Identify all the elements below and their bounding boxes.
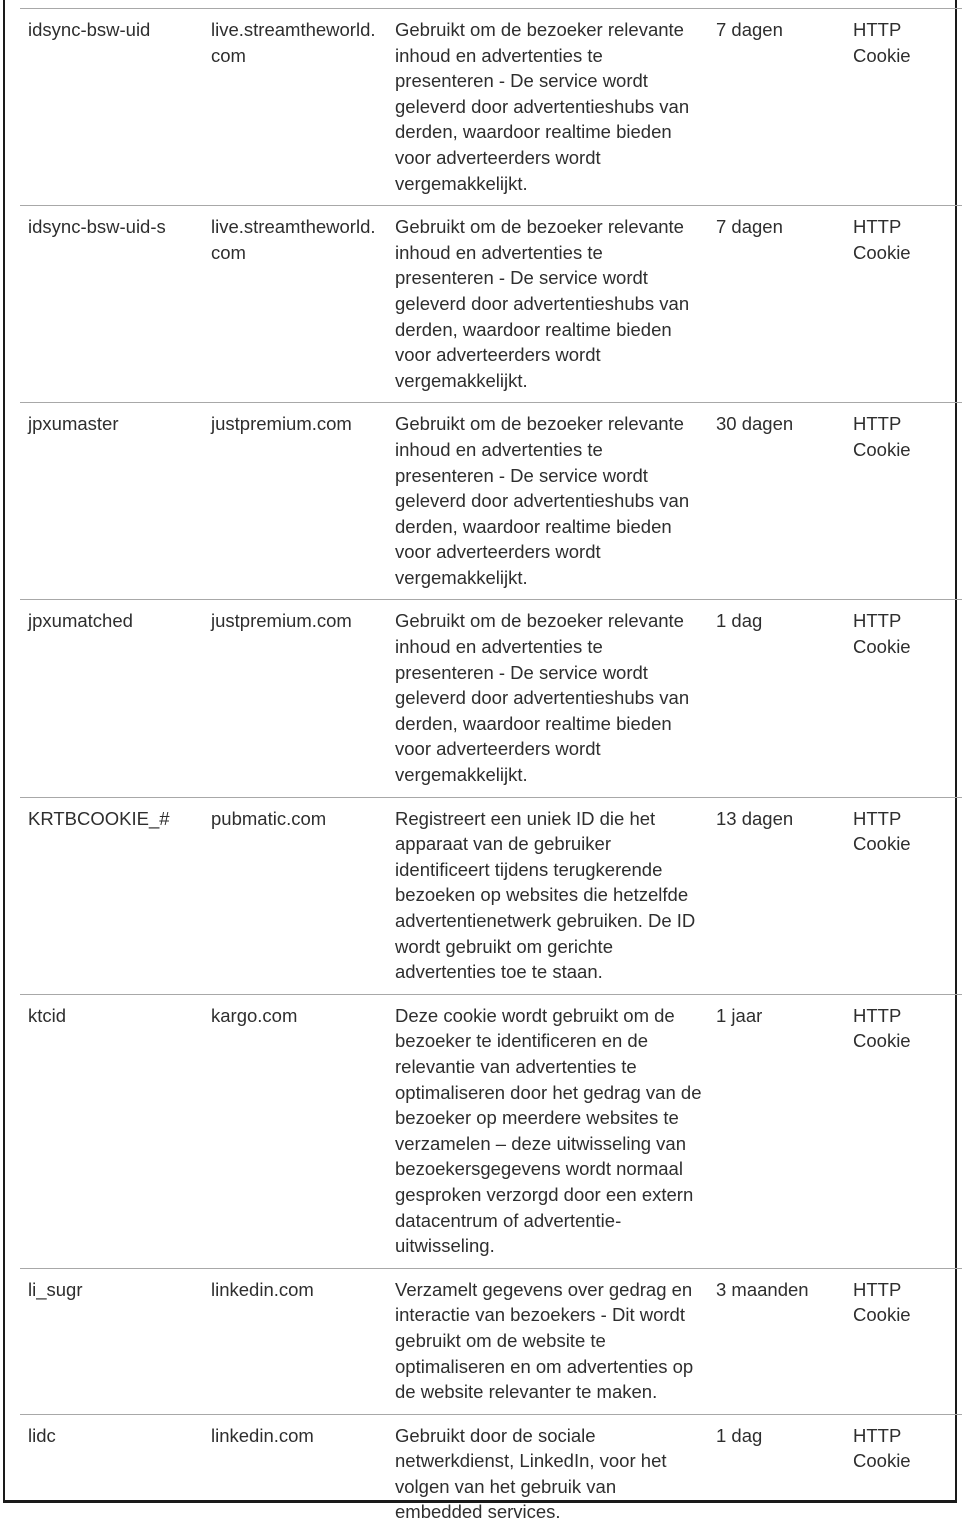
table-row <box>20 1268 962 1414</box>
cookie-table <box>20 8 962 1534</box>
cookie-provider: linkedin.com <box>203 1414 387 1534</box>
cookie-name: ktcid <box>20 994 203 1268</box>
cookie-name: li_sugr <box>20 1268 203 1414</box>
cookie-expiry: 1 dag <box>708 600 845 797</box>
cookie-name: idsync-bsw-uid <box>20 9 203 206</box>
cookie-purpose: Gebruikt om de bezoeker relevante inhoud en advertenties te presenteren - De service wordt geleverd door advertentieshubs van derden, waardoor realtime bieden voor adverteerders wordt vergemakkelijkt. <box>387 9 708 206</box>
cookie-name: lidc <box>20 1414 203 1534</box>
cookie-provider: justpremium.com <box>203 403 387 600</box>
cookie-type: HTTP Cookie <box>845 403 962 600</box>
cookie-type: HTTP Cookie <box>845 206 962 403</box>
table-row <box>20 9 962 206</box>
cookie-type: HTTP Cookie <box>845 1268 962 1414</box>
cookie-provider: live.streamtheworld. com <box>203 206 387 403</box>
table-row <box>20 797 962 994</box>
cookie-type: HTTP Cookie <box>845 600 962 797</box>
cookie-purpose: Gebruikt om de bezoeker relevante inhoud en advertenties te presenteren - De service wordt geleverd door advertentieshubs van derden, waardoor realtime bieden voor adverteerders wordt vergemakkelijkt. <box>387 403 708 600</box>
cookie-type: HTTP Cookie <box>845 1414 962 1534</box>
cookie-expiry: 13 dagen <box>708 797 845 994</box>
cookie-name: idsync-bsw-uid-s <box>20 206 203 403</box>
cookie-type: HTTP Cookie <box>845 797 962 994</box>
cookie-provider: justpremium.com <box>203 600 387 797</box>
cookie-provider: live.streamtheworld. com <box>203 9 387 206</box>
table-row <box>20 600 962 797</box>
cookie-table-body <box>20 9 962 1534</box>
cookie-purpose: Deze cookie wordt gebruikt om de bezoeker te identificeren en de relevantie van advertenties te optimaliseren door het gedrag van de bezoeker op meerdere websites te verzamelen – deze uitwisseling van bezoekersgegevens wordt normaal gesproken verzorgd door een extern datacentrum of advertentie-uitwisseling. <box>387 994 708 1268</box>
cookie-provider: kargo.com <box>203 994 387 1268</box>
cookie-name: jpxumatched <box>20 600 203 797</box>
cookie-purpose: Registreert een uniek ID die het apparaat van de gebruiker identificeert tijdens terugkerende bezoeken op websites die hetzelfde advertentienetwerk gebruiken. De ID wordt gebruikt om gerichte advertenties toe te staan. <box>387 797 708 994</box>
table-row <box>20 1414 962 1534</box>
table-row <box>20 994 962 1268</box>
cookie-expiry: 30 dagen <box>708 403 845 600</box>
cookie-type: HTTP Cookie <box>845 994 962 1268</box>
cookie-expiry: 7 dagen <box>708 9 845 206</box>
cookie-purpose: Gebruikt door de sociale netwerkdienst, LinkedIn, voor het volgen van het gebruik van embedded services. <box>387 1414 708 1534</box>
table-row <box>20 206 962 403</box>
cookie-purpose: Gebruikt om de bezoeker relevante inhoud en advertenties te presenteren - De service wordt geleverd door advertentieshubs van derden, waardoor realtime bieden voor adverteerders wordt vergemakkelijkt. <box>387 206 708 403</box>
cookie-expiry: 1 dag <box>708 1414 845 1534</box>
cookie-provider: pubmatic.com <box>203 797 387 994</box>
cookie-name: jpxumaster <box>20 403 203 600</box>
cookie-type: HTTP Cookie <box>845 9 962 206</box>
cookie-expiry: 3 maanden <box>708 1268 845 1414</box>
cookie-expiry: 1 jaar <box>708 994 845 1268</box>
table-row <box>20 403 962 600</box>
cookie-purpose: Verzamelt gegevens over gedrag en interactie van bezoekers - Dit wordt gebruikt om de website te optimaliseren en om advertenties op de website relevanter te maken. <box>387 1268 708 1414</box>
cookie-purpose: Gebruikt om de bezoeker relevante inhoud en advertenties te presenteren - De service wordt geleverd door advertentieshubs van derden, waardoor realtime bieden voor adverteerders wordt vergemakkelijkt. <box>387 600 708 797</box>
cookie-provider: linkedin.com <box>203 1268 387 1414</box>
cookie-expiry: 7 dagen <box>708 206 845 403</box>
cookie-name: KRTBCOOKIE_# <box>20 797 203 994</box>
